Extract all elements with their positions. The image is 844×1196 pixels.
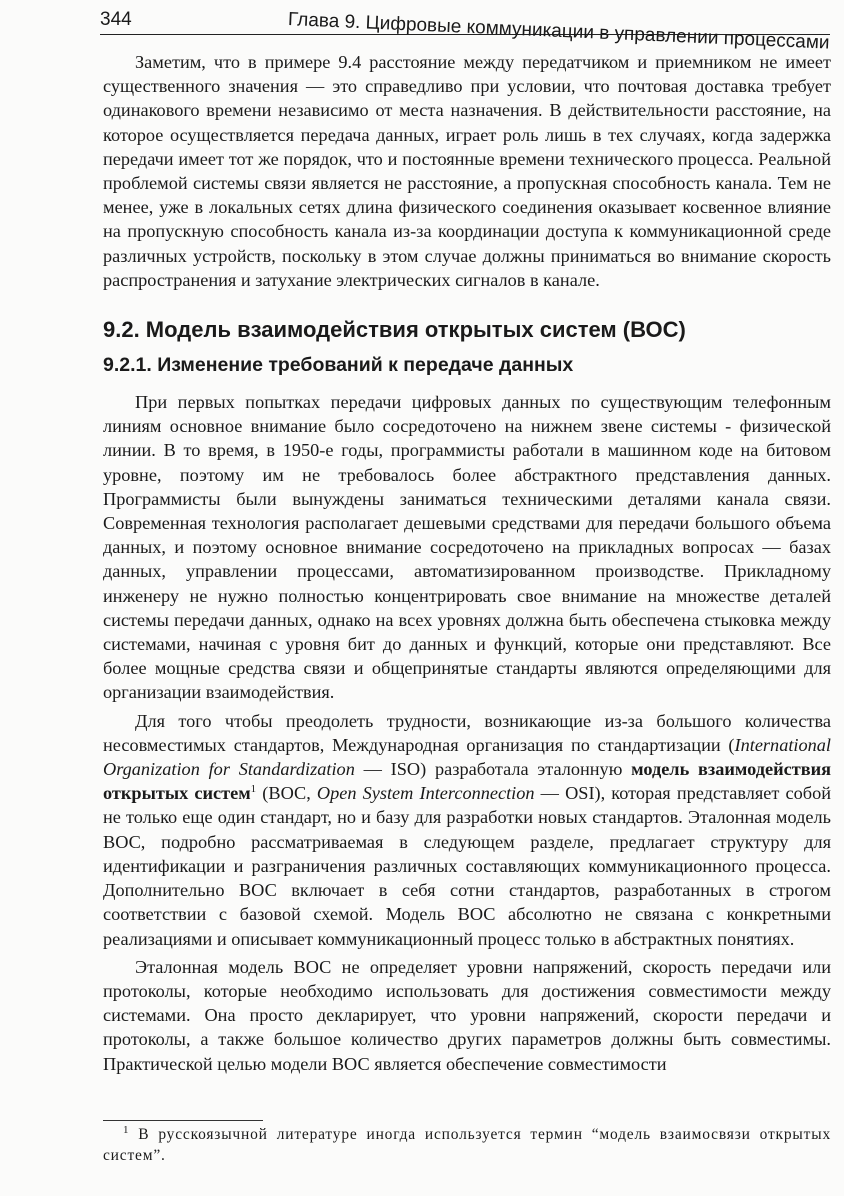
body-paragraph-1: При первых попытках передачи цифровых данных по существующим телефонным линиям основное внимание было сосредоточено на нижнем звене системы - физической линии. В то время, в 1950-е годы, программисты работали в машинном коде на битовом уровне, поэтому им не требовалось более абстрактного представления данных. Программисты были вынуждены заниматься техническими деталями канала связи. Современная технология располагает дешевыми средствами для передачи большого объема данных, и поэтому основное внимание сосредоточено на прикладных вопросах — базах данных, управлении процессами, автоматизированном производстве. Прикладному инженеру не нужно полностью концентрировать свое внимание на множестве деталей системы передачи данных, однако на всех уровнях должна быть обеспечена стыковка между системами, начиная с уровня бит до данных и функций, которые они представляют. Все более мощные средства связи и общепринятые стандарты являются определяющими для организации взаимодействия. — [103, 392, 831, 703]
paragraph-2-text-b: — ISO) разработала эталонную — [354, 759, 632, 780]
footnote-reference: 1 — [250, 783, 257, 796]
intro-paragraph: Заметим, что в примере 9.4 расстояние между передатчиком и приемником не имеет существенного значения — это справедливо при условии, что почтовая доставка требует одинакового времени независимо от места назначения. В действительности расстояние, на которое осуществляется передача данных, играет роль лишь в тех случаях, когда задержка передачи имеет тот же порядок, что и постоянные времени технического процесса. Реальной проблемой системы связи является не расстояние, а пропускная способность канала. Тем не менее, уже в локальных сетях длина физического соединения оказывает косвенное влияние на пропускную способность канала из-за координации доступа к коммуникационной среде различных устройств, поскольку в этом случае должны приниматься во внимание скорость распространения и затухание электрических сигналов в канале. — [103, 52, 831, 290]
footnote-divider — [103, 1120, 263, 1121]
section-heading: 9.2. Модель взаимодействия открытых систем (ВОС) — [103, 317, 686, 343]
osi-model-term: модель взаимодействия открытых систем — [103, 759, 832, 804]
paragraph-2-text-c: (ВОС, — [256, 783, 317, 804]
running-header — [100, 6, 830, 54]
footnote-text: В русскоязычной литературе иногда используется термин “модель взаимосвязи открытых систем”. — [103, 1126, 831, 1164]
footnote-mark: 1 — [123, 1123, 130, 1136]
footnote — [103, 1124, 831, 1166]
iso-organization-name: International Organization for Standardization — [103, 734, 831, 780]
osi-english-term: Open System Interconnection — [316, 783, 535, 804]
subsection-heading: 9.2.1. Изменение требований к передаче данных — [103, 354, 574, 377]
page-number: 344 — [100, 9, 132, 30]
page-body — [103, 50, 831, 1076]
chapter-title: Глава 9. Цифровые коммуникации в управлении процессами — [287, 9, 830, 54]
paragraph-2-text-d: — OSI), которая представляет собой не только еще один стандарт, но и базу для разработки новых стандартов. Эталонная модель ВОС, подробно рассматриваемая в следующем разделе, предлагает структуру для идентификации и разграничения различных составляющих коммуникационного процесса. Дополнительно ВОС включает в себя сотни стандартов, разработанных в строгом соответствии с базовой схемой. Модель ВОС абсолютно не связана с конкретными реализациями и описывает коммуникационный процесс только в абстрактных понятиях. — [103, 783, 831, 949]
body-paragraph-3: Эталонная модель ВОС не определяет уровни напряжений, скорость передачи или протоколы, которые необходимо использовать для достижения совместимости между системами. Она просто декларирует, что уровни напряжений, скорости передачи и протоколы, а также большое количество других параметров должны быть совместимы. Практической целью модели ВОС является обеспечение совместимости — [103, 956, 831, 1074]
paragraph-2-text-a: Для того чтобы преодолеть трудности, возникающие из-за большого количества несовместимых стандартов, Международная организация по стандартизации ( — [103, 710, 831, 755]
body-paragraph-2 — [103, 709, 831, 951]
